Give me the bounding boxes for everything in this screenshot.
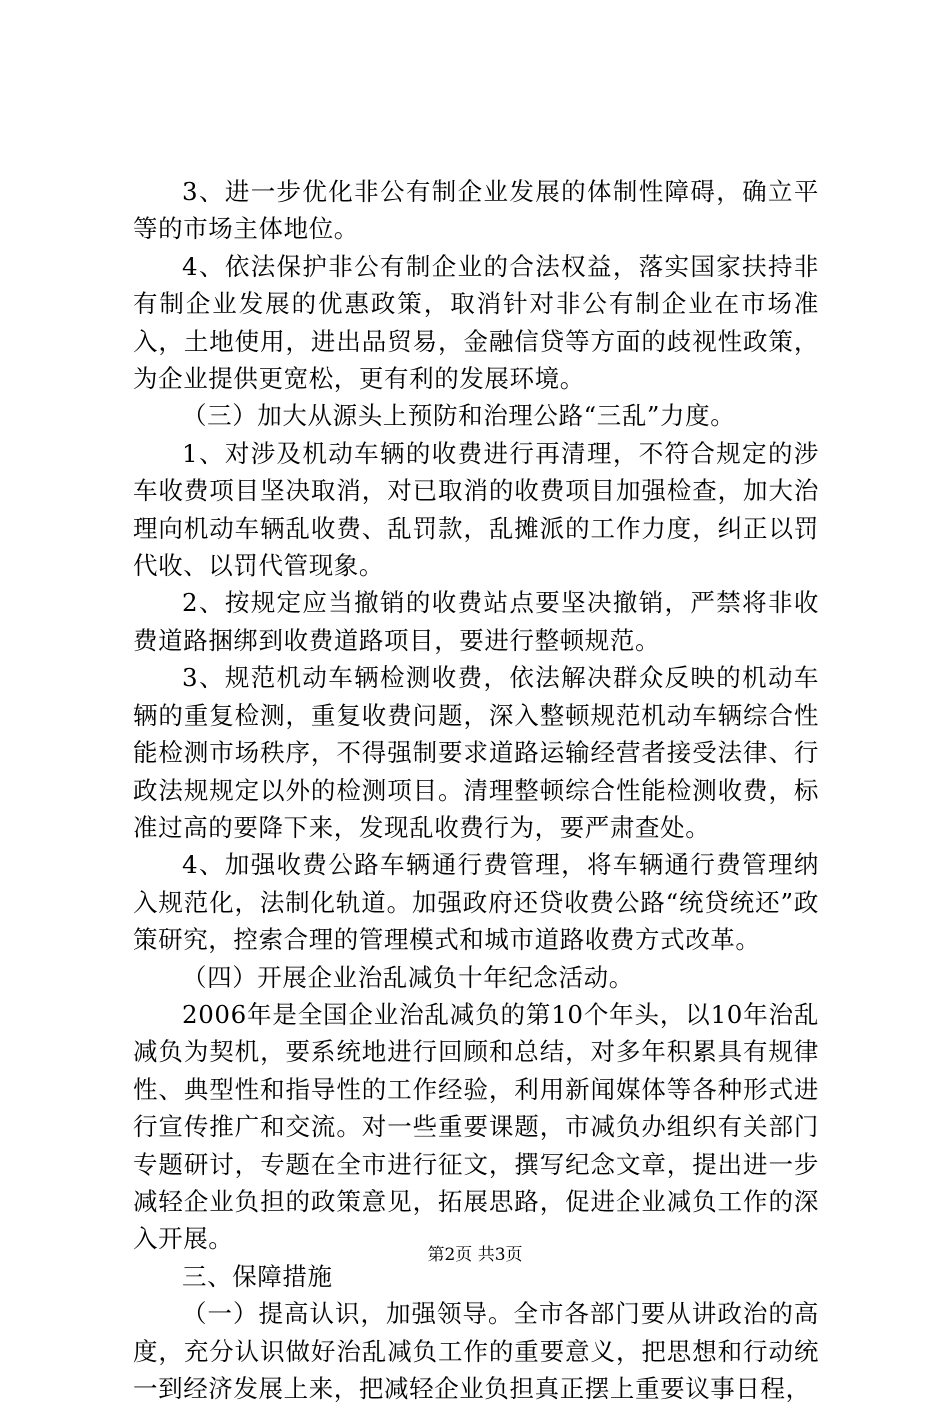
document-body bbox=[133, 173, 819, 1407]
paragraph-8: （一）提高认识，加强领导。全市各部门要从讲政治的高度，充分认识做好治乱减负工作的重要意义，把思想和行动统一到经济发展上来，把减轻企业负担真正摆上重要议事日程， bbox=[133, 1299, 819, 1403]
paragraph-5: 3、规范机动车辆检测收费，依法解决群众反映的机动车辆的重复检测，重复收费问题，深入整顿规范机动车辆综合性能检测市场秩序，不得强制要求道路运输经营者接受法律、行政法规规定以外的检测项目。清理整顿综合性能检测收费，标准过高的要降下来，发现乱收费行为，要严肃查处。 bbox=[133, 663, 819, 842]
paragraph-2: 4、依法保护非公有制企业的合法权益，落实国家扶持非有制企业发展的优惠政策，取消针对非公有制企业在市场准入，土地使用，进出品贸易，金融信贷等方面的歧视性政策，为企业提供更宽松，更有利的发展环境。 bbox=[133, 251, 819, 394]
section-heading-4: （四）开展企业治乱减负十年纪念活动。 bbox=[182, 962, 634, 992]
page-footer: 第2页 共3页 bbox=[427, 1245, 523, 1265]
paragraph-6: 4、加强收费公路车辆通行费管理，将车辆通行费管理纳入规范化，法制化轨道。加强政府还贷收费公路“统贷统还”政策研究，控索合理的管理模式和城市道路收费方式改革。 bbox=[133, 850, 819, 955]
paragraph-4: 2、按规定应当撤销的收费站点要坚决撤销，严禁将非收费道路捆绑到收费道路项目，要进行整顿规范。 bbox=[133, 588, 819, 655]
paragraph-3: 1、对涉及机动车辆的收费进行再清理，不符合规定的涉车收费项目坚决取消，对已取消的收费项目加强检查，加大治理向机动车辆乱收费、乱罚款，乱摊派的工作力度，纠正以罚代收、以罚代管现象。 bbox=[133, 438, 819, 581]
section-heading-3: （三）加大从源头上预防和治理公路“三乱”力度。 bbox=[182, 401, 736, 431]
chapter-heading: 三、保障措施 bbox=[182, 1261, 333, 1291]
paragraph-7: 2006年是全国企业治乱减负的第10个年头，以10年治乱减负为契机，要系统地进行回顾和总结，对多年积累具有规律性、典型性和指导性的工作经验，利用新闻媒体等各种形式进行宣传推广和交流。对一些重要课题，市减负办组织有关部门专题研讨，专题在全市进行征文，撰写纪念文章，提出进一步减轻企业负担的政策意见，拓展思路，促进企业减负工作的深入开展。 bbox=[133, 999, 819, 1254]
paragraph-1: 3、进一步优化非公有制企业发展的体制性障碍，确立平等的市场主体地位。 bbox=[133, 177, 819, 244]
